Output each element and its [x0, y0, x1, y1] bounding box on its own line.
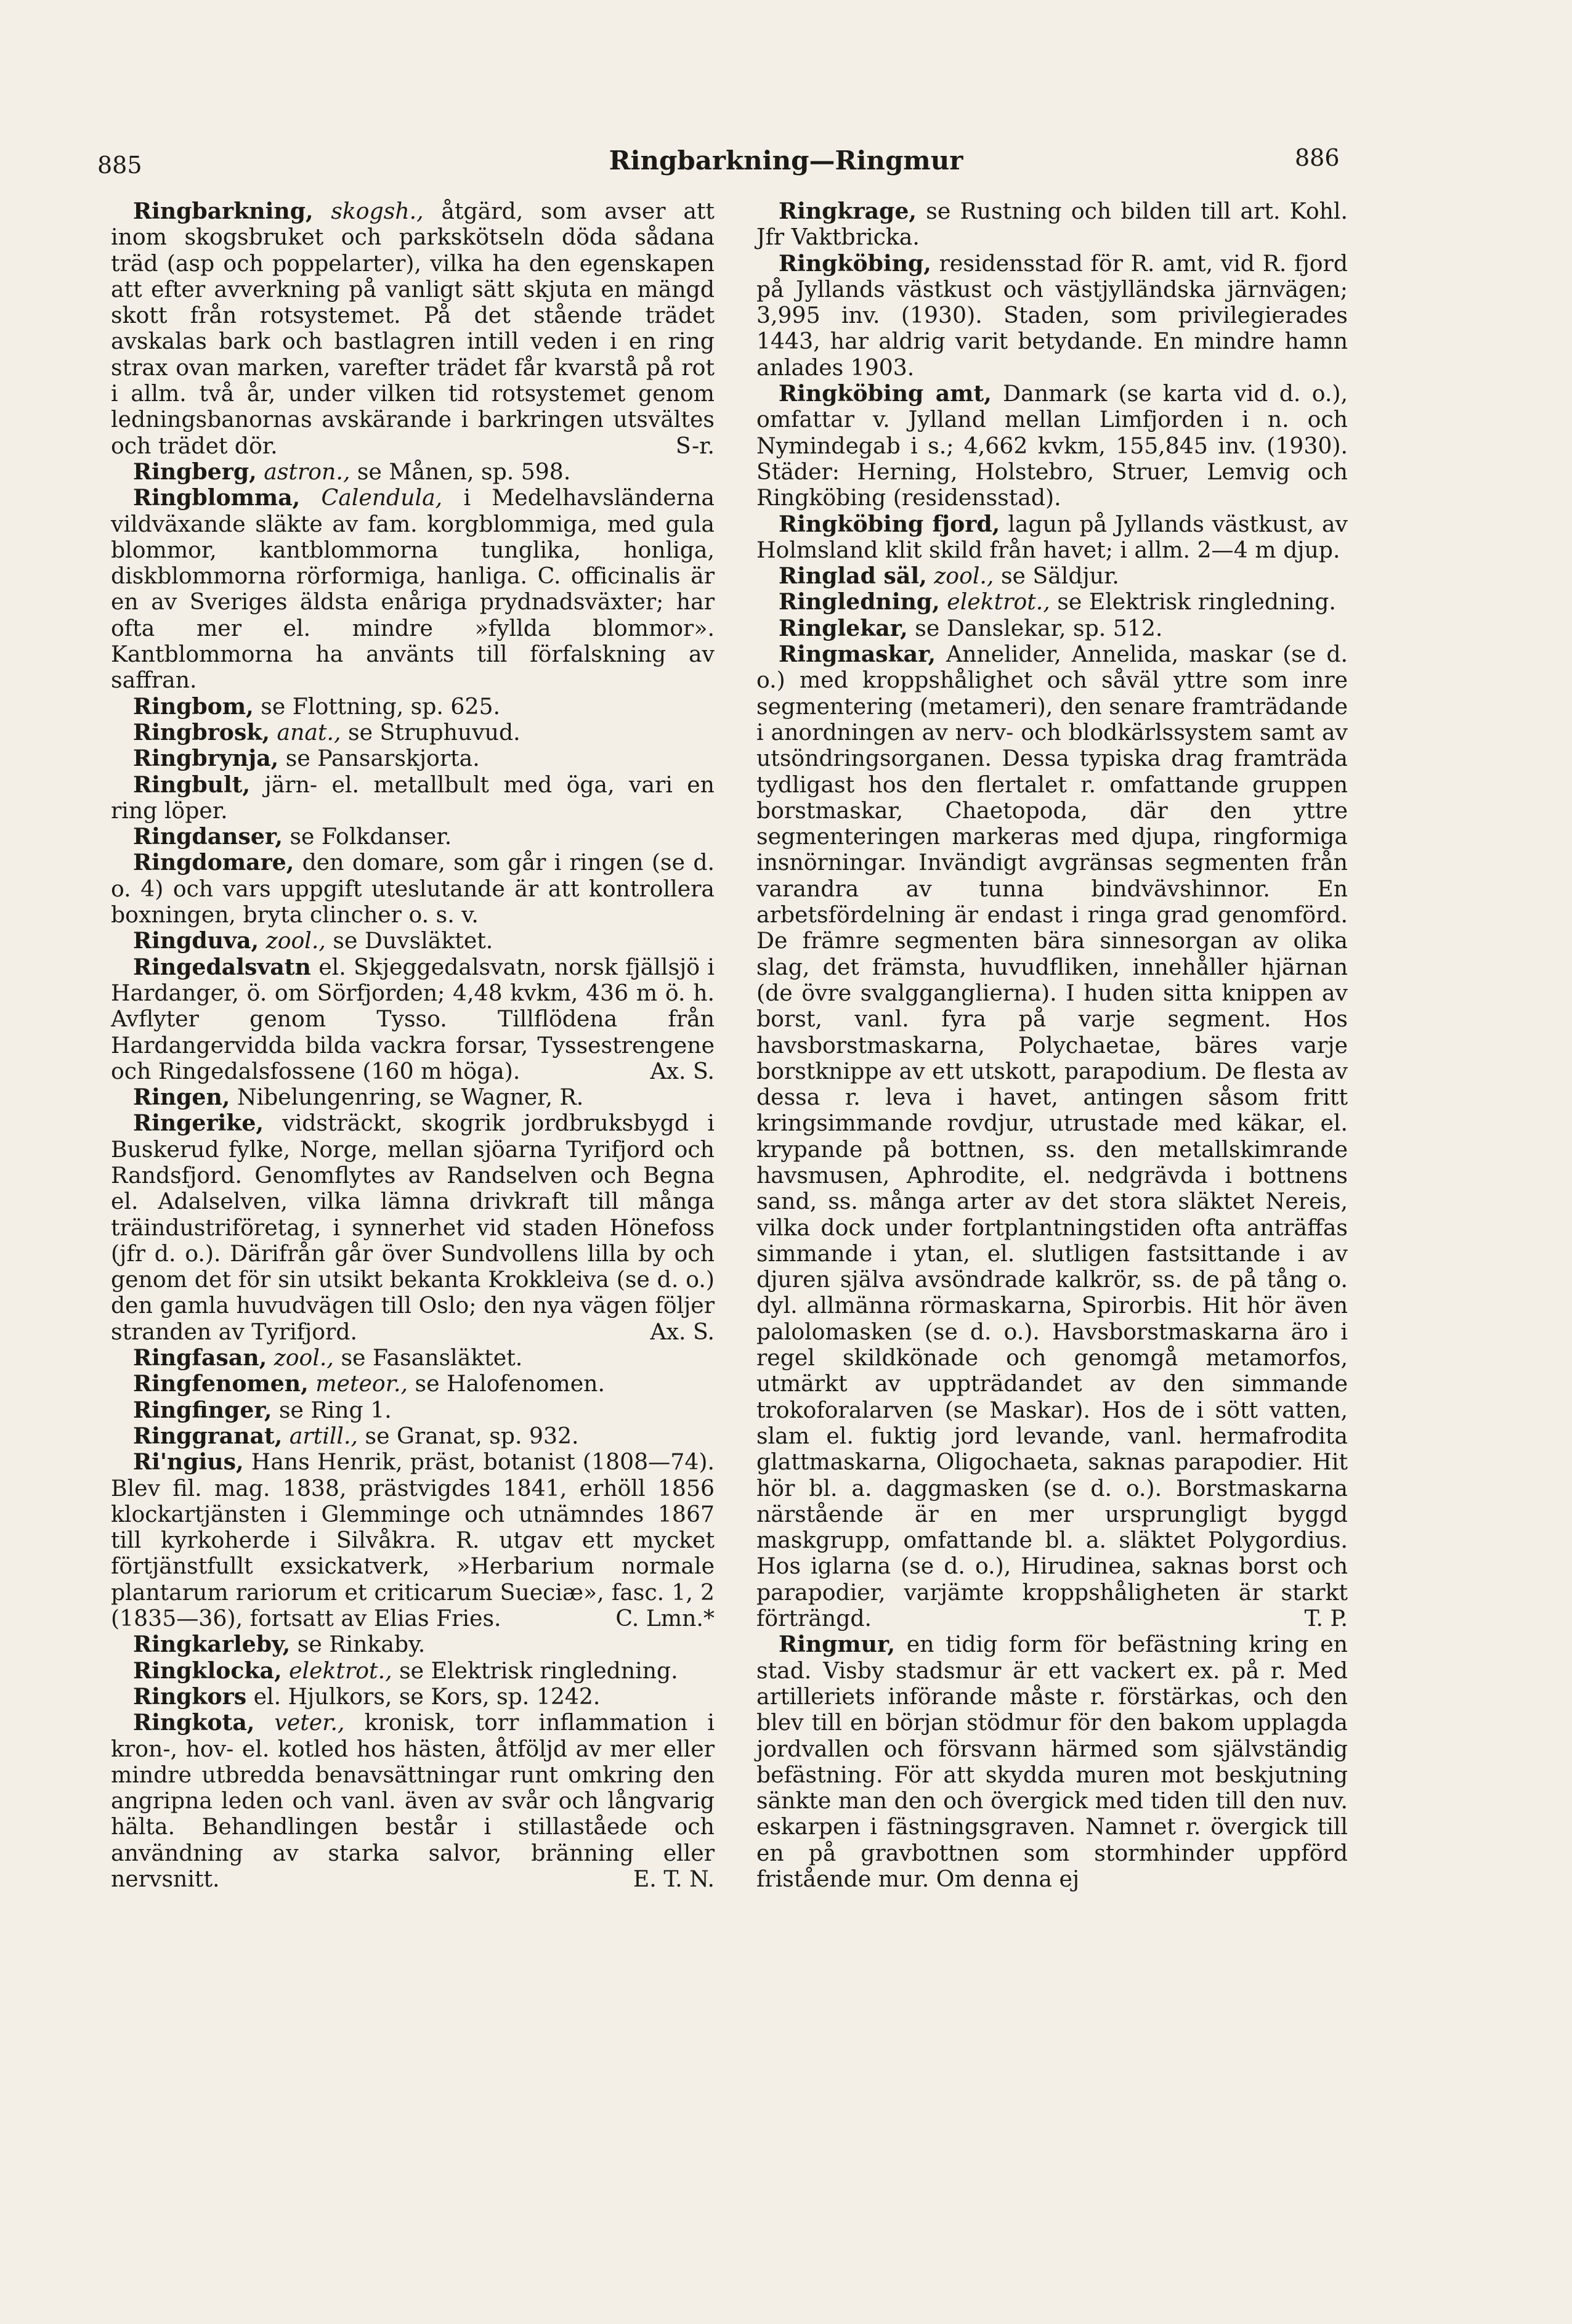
- entry-headword: Ringbrynja,: [133, 745, 279, 772]
- entry-signature: C. Lmn.*: [615, 1605, 715, 1632]
- entry-headword: Ringköbing amt,: [779, 380, 992, 407]
- entry-text: se Rinkaby.: [297, 1631, 426, 1658]
- entry-headword: Ringbom,: [133, 693, 254, 720]
- entry-text: järn- el. metallbult med öga, vari en ring löper.: [111, 771, 715, 824]
- entry-domain: astron.,: [264, 458, 350, 485]
- left-column: [111, 198, 715, 1892]
- dictionary-entry: [111, 1658, 715, 1684]
- entry-headword: Ringmaskar,: [779, 641, 936, 668]
- page-number-left: 885: [97, 152, 142, 179]
- entry-text: Nibelungenring, se Wagner, R.: [237, 1084, 584, 1111]
- entry-domain: zool.,: [273, 1344, 334, 1371]
- dictionary-entry: [111, 694, 715, 720]
- dictionary-entry: [111, 485, 715, 693]
- dictionary-entry: [756, 616, 1348, 641]
- entry-headword: Ringfasan,: [133, 1344, 267, 1371]
- entry-domain: Calendula,: [321, 484, 443, 511]
- entry-text: el. Skjeggedalsvatn, norsk fjällsjö i Hardanger, ö. om Sörfjorden; 4,48 kvkm, 436 m ö. h. Avflyter genom Tysso. Tillflödena från Hardangervidda bilda vackra forsar, Tyssestrengene och Ringedalsfossene (160 m höga).: [111, 953, 715, 1084]
- dictionary-entry: [111, 1110, 715, 1345]
- entry-text: se Folkdanser.: [290, 823, 452, 850]
- entry-headword: Ringmur,: [779, 1631, 896, 1658]
- running-head: Ringbarkning—Ringmur: [609, 145, 963, 176]
- dictionary-entry: [756, 198, 1348, 251]
- dictionary-entry: [111, 198, 715, 459]
- entry-text: kronisk, torr inflammation i kron-, hov- el. kotled hos hästen, åtföljd av mer eller mindre utbredda benavsättningar runt omkring den angripna leden och vanl. även av svår och långvarig hälta. Behandlingen består i stillaståede och användning av starka salvor, bränning eller nervsnitt.: [111, 1709, 715, 1892]
- dictionary-entry: [756, 1631, 1348, 1892]
- entry-text: se Elektrisk ringledning.: [1057, 588, 1336, 616]
- entry-headword: Ringedalsvatn: [133, 953, 311, 980]
- entry-text: Hans Henrik, präst, botanist (1808—74). Blev fil. mag. 1838, prästvigdes 1841, erhöll 1856 klockartjänsten i Glemminge och utnämndes 1867 till kyrkoherde i Silvåkra. R. utgav ett mycket förtjänstfullt exsickatverk, »Herbarium normale plantarum rariorum et criticarum Sueciæ», fasc. 1, 2 (1835—36), fortsatt av Elias Fries.: [111, 1448, 715, 1632]
- entry-text: Annelider, Annelida, maskar (se d. o.) med kroppshålighet och såväl yttre som inre segmentering (metameri), den senare framträdande i anordningen av nerv- och blodkärlssystem samt av utsöndringsorganen. Dessa typiska drag framträda tydligast hos den flertalet r. omfattande gruppen borstmaskar, Chaetopoda, där den yttre segmenteringen markeras med djupa, ringformiga insnörningar. Invändigt avgränsas segmenten från varandra av tunna bindvävshinnor. En arbetsfördelning är endast i ringa grad genomförd. De främre segmenten bära sinnesorgan av olika slag, det främsta, huvudfliken, innehåller hjärnan (de övre svalgganglierna). I huden sitta knippen av borst, vanl. fyra på varje segment. Hos havsborstmaskarna, Polychaetae, bäres varje borstknippe av ett utskott, parapodium. De flesta av dessa r. leva i havet, antingen såsom fritt kringsimmande rovdjur, utrustade med käkar, el. krypande på bottnen, ss. den metallskimrande havsmusen, Aphrodite, el. nedgrävda i bottnens sand, ss. många arter av det stora släktet Nereis, vilka dock under fortplantningstiden ofta anträffas simmande i ytan, el. slutligen fastsittande i av djuren själva avsöndrade kalkrör, ss. de på tång o. dyl. allmänna rörmaskarna, Spirorbis. Hit hör även palolomasken (se d. o.). Havsborstmaskarna äro i regel skildkönade och genomgå metamorfos, utmärkt av uppträdandet av den simmande trokoforalarven (se Maskar). Hos de i sött vatten, slam el. fuktig jord levande, vanl. hermafrodita glattmaskarna, Oligochaeta, saknas parapodier. Hit hör bl. a. daggmasken (se d. o.). Borstmaskarna närstående är en mer ursprungligt byggd maskgrupp, omfattande bl. a. släktet Polygordius. Hos iglarna (se d. o.), Hirudinea, saknas borst och parapodier, varjämte kroppshåligheten är starkt förträngd.: [756, 641, 1348, 1632]
- entry-headword: Ri'ngius,: [133, 1448, 244, 1476]
- entry-text: se Ring 1.: [278, 1396, 392, 1423]
- entry-headword: Ringköbing,: [779, 250, 931, 277]
- entry-headword: Ringen,: [133, 1084, 230, 1111]
- entry-text: se Duvsläktet.: [333, 927, 493, 954]
- entry-text: Danmark (se karta vid d. o.), omfattar v. Jylland mellan Limfjorden i n. och Nymindegab i s.; 4,662 kvkm, 155,845 inv. (1930). Städer: Herning, Holstebro, Struer, Lemvig och Ringköbing (residensstad).: [756, 380, 1348, 511]
- entry-headword: Ringledning,: [779, 588, 940, 616]
- entry-text: se Månen, sp. 598.: [357, 458, 571, 485]
- entry-headword: Ringbarkning,: [133, 198, 314, 224]
- entry-headword: Ringberg,: [133, 458, 257, 485]
- entry-text: lagun på Jyllands västkust, av Holmsland klit skild från havet; i allm. 2—4 m djup.: [756, 510, 1348, 563]
- entry-headword: Ringblomma,: [133, 484, 301, 511]
- entry-headword: Ringfenomen,: [133, 1370, 309, 1397]
- dictionary-entry: [756, 251, 1348, 381]
- entry-text: vidsträckt, skogrik jordbruksbygd i Buskerud fylke, Norge, mellan sjöarna Tyrifjord och Randsfjord. Genomflytes av Randselven och Begna el. Adalselven, vilka lämna drivkraft till många träindustriföretag, i synnerhet vid staden Hönefoss (jfr d. o.). Därifrån går över Sundvollens lilla by och genom det för sin utsikt bekanta Krokkleiva (se d. o.) den gamla huvudvägen till Oslo; den nya vägen följer stranden av Tyrifjord.: [111, 1110, 715, 1345]
- dictionary-entry: [111, 459, 715, 485]
- entry-domain: artill.,: [289, 1422, 358, 1449]
- dictionary-entry: [111, 1631, 715, 1657]
- dictionary-entry: [111, 1371, 715, 1397]
- dictionary-entry: [111, 850, 715, 928]
- entry-text: el. Hjulkors, se Kors, sp. 1242.: [253, 1683, 601, 1710]
- entry-headword: Ringkrage,: [779, 198, 917, 224]
- entry-signature: Ax. S.: [650, 1057, 715, 1084]
- page-header: [0, 145, 1572, 182]
- dictionary-entry: [111, 746, 715, 771]
- entry-text: se Säldjur.: [1000, 563, 1119, 590]
- dictionary-entry: [756, 511, 1348, 564]
- entry-headword: Ringlekar,: [779, 614, 908, 641]
- entry-headword: Ringbult,: [133, 771, 251, 798]
- entry-text: se Fasansläktet.: [341, 1344, 523, 1371]
- entry-domain: anat.,: [277, 718, 341, 746]
- dictionary-entry: [111, 1423, 715, 1449]
- right-column: [756, 198, 1348, 1892]
- entry-headword: Ringkota,: [133, 1709, 255, 1736]
- entry-text: se Rustning och bilden till art. Kohl. Jfr Vaktbricka.: [756, 198, 1348, 251]
- entry-text: i Medelhavsländerna vildväxande släkte av fam. korgblommiga, med gula blommor, kantblommorna tunglika, honliga, diskblommorna rörformiga, hanliga. C. officinalis är en av Sveriges äldsta enåriga prydnadsväxter; har ofta mer el. mindre »fyllda blommor». Kantblommorna ha använts till förfalskning av saffran.: [111, 484, 715, 694]
- entry-headword: Ringbrosk,: [133, 718, 270, 746]
- entry-text: se Danslekar, sp. 512.: [915, 614, 1163, 641]
- dictionary-entry: [756, 589, 1348, 615]
- dictionary-entry: [111, 954, 715, 1084]
- entry-text: en tidig form för befästning kring en stad. Visby stadsmur är ett vackert ex. på r. Med artilleriets införande måste r. förstärkas, och den blev till en början stödmur för den bakom upplagda jordvallen och försvann härmed som självständig befästning. För att skydda muren mot beskjutning sänkte man den och övergick med tiden till den nuv. eskarpen i fästningsgraven. Namnet r. övergick till en på gravbottnen som stormhinder uppförd fristående mur. Om denna ej: [756, 1631, 1348, 1892]
- page-number-right: 886: [1295, 144, 1340, 171]
- entry-headword: Ringgranat,: [133, 1422, 283, 1449]
- entry-headword: Ringklocka,: [133, 1657, 282, 1684]
- dictionary-entry: [111, 928, 715, 954]
- dictionary-entry: [756, 563, 1348, 589]
- entry-domain: meteor.,: [315, 1370, 408, 1397]
- dictionary-entry: [111, 1084, 715, 1110]
- dictionary-entry: [111, 1684, 715, 1710]
- entry-domain: zool.,: [934, 563, 994, 590]
- entry-domain: elektrot.,: [947, 588, 1050, 616]
- entry-signature: T. P.: [1304, 1605, 1348, 1632]
- dictionary-entry: [111, 1449, 715, 1631]
- entry-text: den domare, som går i ringen (se d. o. 4) och vars uppgift uteslutande är att kontrollera boxningen, bryta clincher o. s. v.: [111, 849, 715, 928]
- entry-text: residensstad för R. amt, vid R. fjord på Jyllands västkust och västjylländska järnvägen; 3,995 inv. (1930). Staden, som privilegierades 1443, har aldrig varit betydande. En mindre hamn anlades 1903.: [756, 250, 1348, 381]
- entry-text: se Flottning, sp. 625.: [261, 693, 500, 720]
- entry-text: åtgärd, som avser att inom skogsbruket och parkskötseln döda sådana träd (asp och poppelarter), vilka ha den egenskapen att efter avverkning på vanligt sätt skjuta en mängd skott från rotsystemet. På det stående trädet avskalas bark och bastlagren intill veden i en ring strax ovan marken, varefter trädet får kvarstå på rot i allm. två år, under vilken tid rotsystemet genom ledningsbanornas avskärande i barkringen utsvältes och trädet dör.: [111, 198, 715, 459]
- dictionary-entry: [756, 381, 1348, 511]
- entry-text: se Halofenomen.: [415, 1370, 605, 1397]
- entry-signature: S-r.: [675, 432, 715, 459]
- entry-headword: Ringkors: [133, 1683, 247, 1710]
- entry-headword: Ringdanser,: [133, 823, 283, 850]
- entry-domain: elektrot.,: [289, 1657, 392, 1684]
- dictionary-entry: [756, 641, 1348, 1631]
- entry-headword: Ringfinger,: [133, 1396, 272, 1423]
- dictionary-entry: [111, 772, 715, 824]
- dictionary-entry: [111, 720, 715, 746]
- entry-signature: E. T. N.: [633, 1866, 715, 1892]
- entry-headword: Ringdomare,: [133, 849, 294, 876]
- entry-text: se Granat, sp. 932.: [365, 1422, 579, 1449]
- dictionary-entry: [111, 1710, 715, 1892]
- entry-headword: Ringduva,: [133, 927, 259, 954]
- dictionary-entry: [111, 824, 715, 850]
- entry-signature: Ax. S.: [650, 1318, 715, 1345]
- entry-text: se Struphuvud.: [348, 718, 521, 746]
- entry-text: se Pansarskjorta.: [285, 745, 480, 772]
- entry-headword: Ringköbing fjord,: [779, 510, 1000, 537]
- entry-headword: Ringerike,: [133, 1110, 264, 1137]
- entry-text: se Elektrisk ringledning.: [399, 1657, 678, 1684]
- entry-headword: Ringlad säl,: [779, 563, 927, 590]
- dictionary-entry: [111, 1345, 715, 1371]
- dictionary-entry: [111, 1397, 715, 1423]
- entry-domain: skogsh.,: [331, 198, 424, 224]
- entry-headword: Ringkarleby,: [133, 1631, 291, 1658]
- entry-domain: veter.,: [274, 1709, 345, 1736]
- entry-domain: zool.,: [265, 927, 326, 954]
